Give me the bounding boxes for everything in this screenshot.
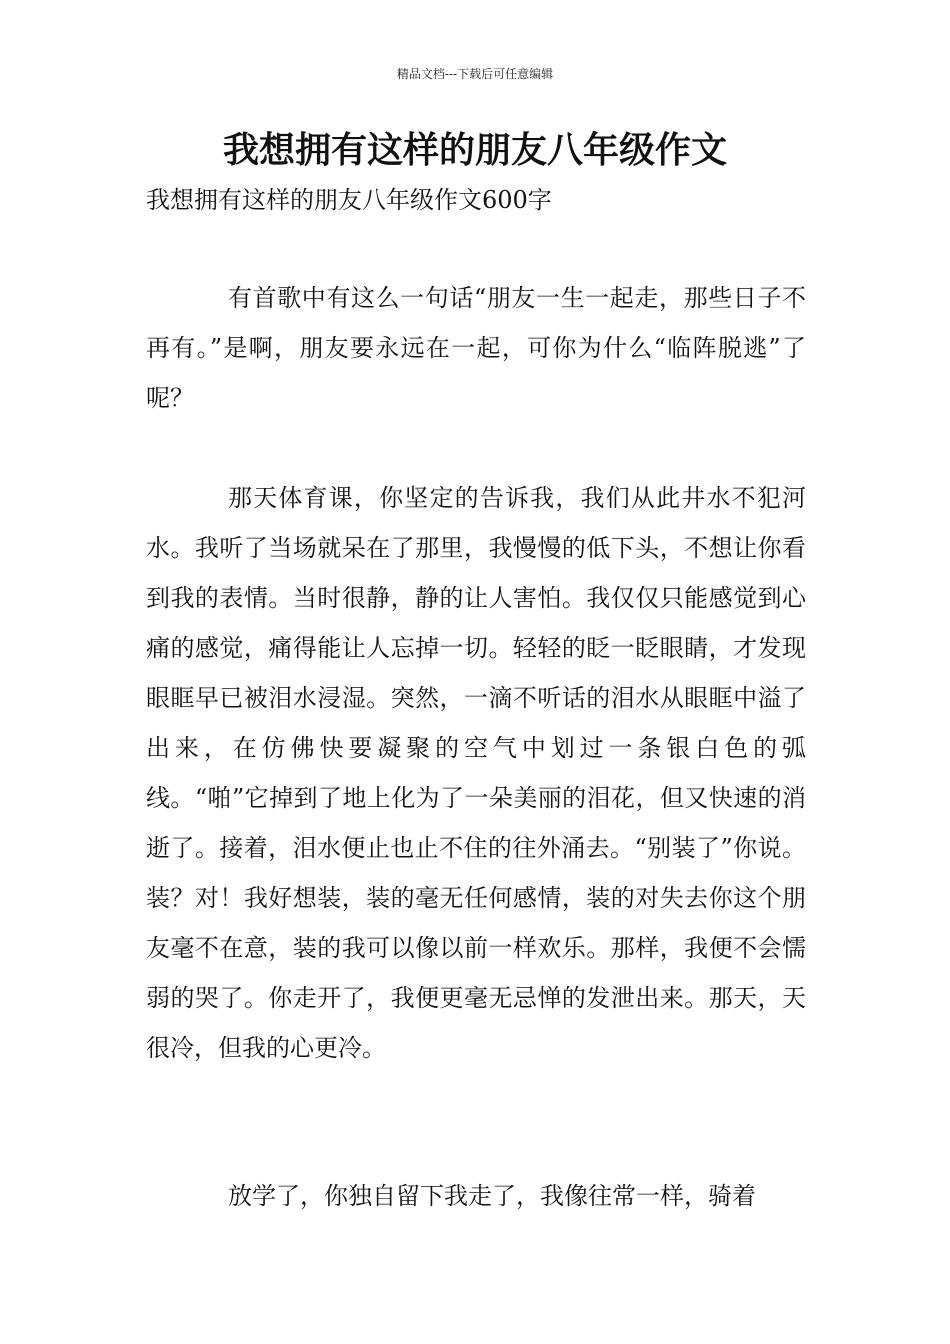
document-subtitle: 我想拥有这样的朋友八年级作文600字 bbox=[146, 186, 552, 214]
document-title: 我想拥有这样的朋友八年级作文 bbox=[222, 130, 727, 171]
paragraph-3: 放学了，你独自留下我走了，我像往常一样，骑着 bbox=[228, 1182, 756, 1210]
paragraph-1: 有首歌中有这么一句话“朋友一生一起走，那些日子不再有。”是啊，朋友要永远在一起，可你为什么“临阵脱逃”了呢？ bbox=[146, 284, 806, 412]
paragraph-2: 那天体育课，你坚定的告诉我，我们从此井水不犯河水。我听了当场就呆在了那里，我慢慢的低下头，不想让你看到我的表情。当时很静，静的让人害怕。我仅仅只能感觉到心痛的感觉，痛得能让人忘掉一切。轻轻的眨一眨眼睛，才发现眼眶早已被泪水浸湿。突然，一滴不听话的泪水从眼眶中溢了出来，在仿佛快要凝聚的空气中划过一条银白色的弧线。“啪”它掉到了地上化为了一朵美丽的泪花，但又快速的消逝了。接着，泪水便止也止不住的往外涌去。“别装了”你说。装？对！我好想装，装的毫无任何感情，装的对失去你这个朋友毫不在意，装的我可以像以前一样欢乐。那样，我便不会懦弱的哭了。你走开了，我便更毫无忌惮的发泄出来。那天，天很冷，但我的心更冷。 bbox=[146, 484, 806, 1062]
header-note: 精品文档---下载后可任意编辑 bbox=[396, 67, 554, 81]
